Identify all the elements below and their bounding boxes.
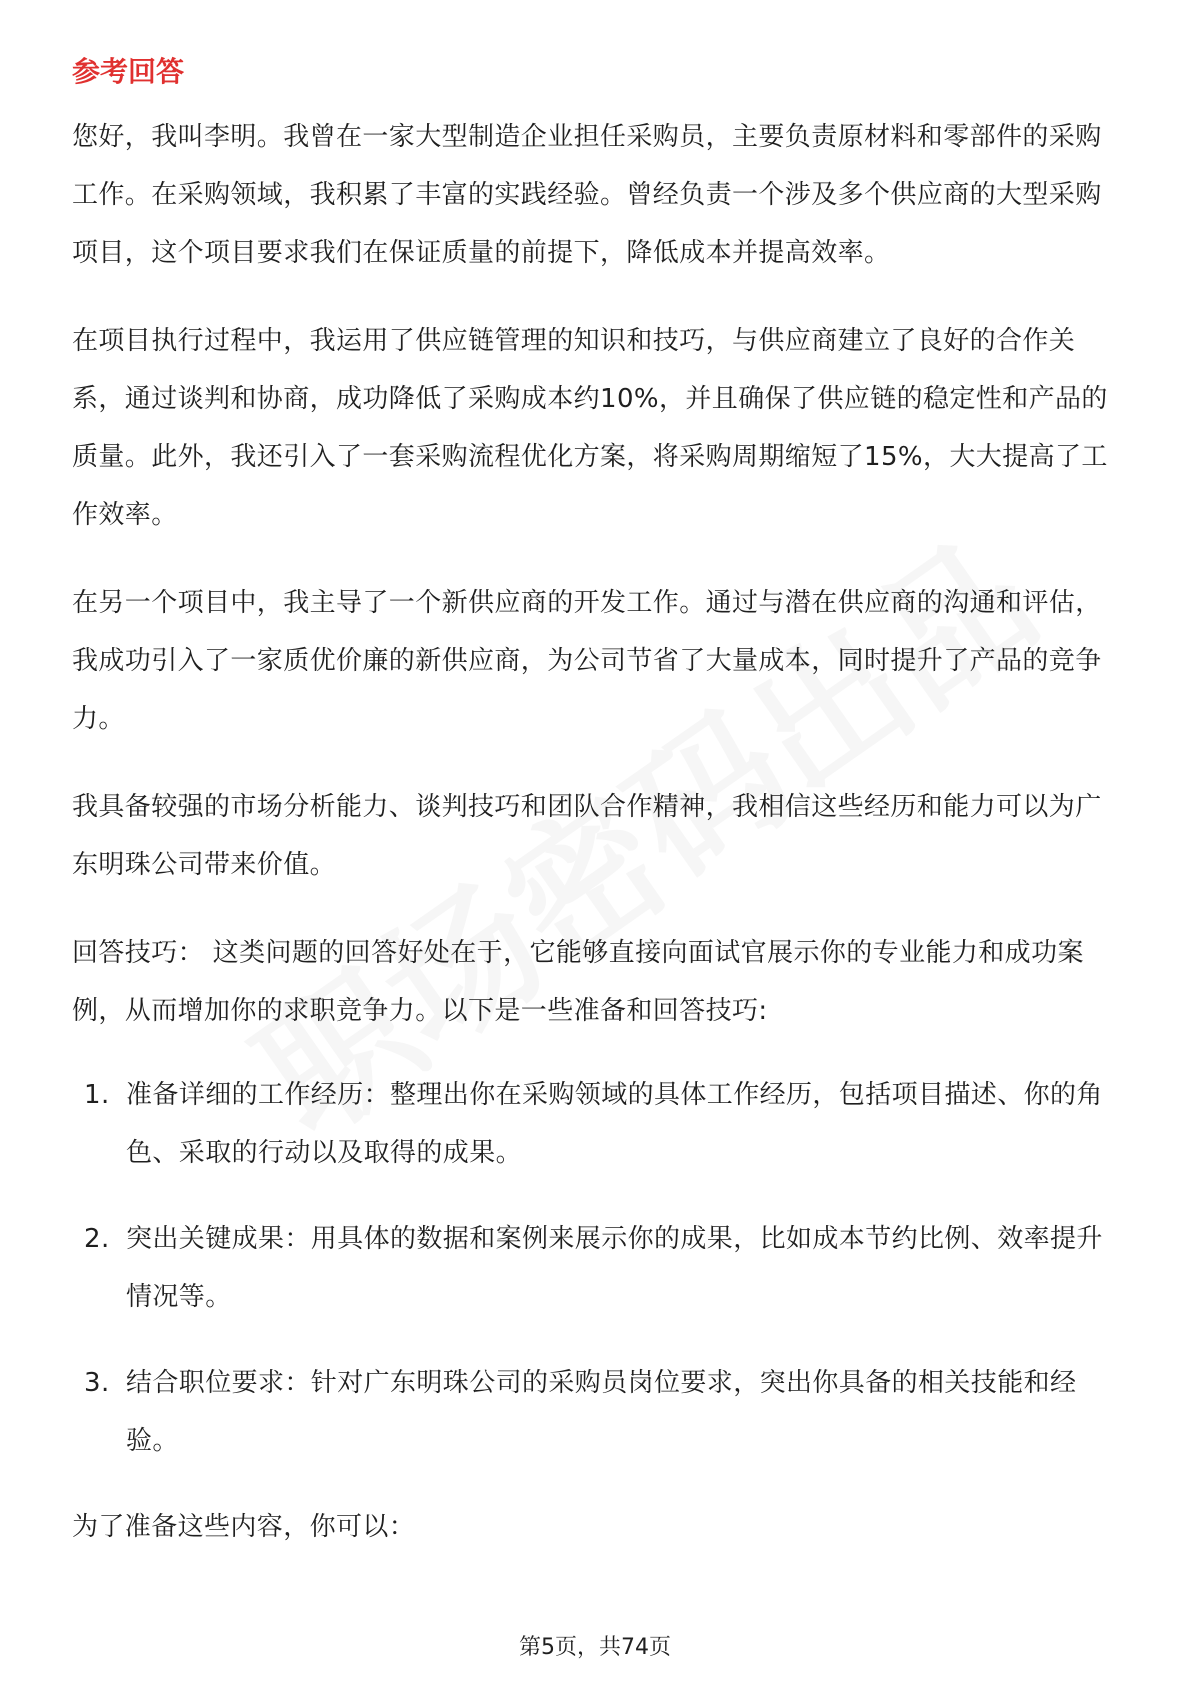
tips-intro: 回答技巧： 这类问题的回答好处在于，它能够直接向面试官展示你的专业能力和成功案例，从而增加你的求职竞争力。以下是一些准备和回答技巧: xyxy=(72,938,1084,1026)
list-number: 3. xyxy=(84,1368,110,1398)
answer-paragraph-4: 我具备较强的市场分析能力、谈判技巧和团队合作精神，我相信这些经历和能力可以为广东明珠公司带来价值。 xyxy=(72,792,1102,880)
list-text: 结合职位要求：针对广东明珠公司的采购员岗位要求，突出你具备的相关技能和经验。 xyxy=(126,1368,1077,1456)
list-number: 2. xyxy=(84,1224,110,1254)
list-item xyxy=(72,1354,1122,1470)
list-number: 1. xyxy=(84,1080,110,1110)
list-item xyxy=(72,1066,1122,1182)
list-item xyxy=(72,1210,1122,1326)
document-page xyxy=(72,46,1122,1556)
list-text: 突出关键成果：用具体的数据和案例来展示你的成果，比如成本节约比例、效率提升情况等。 xyxy=(126,1224,1103,1312)
page-number: 第5页，共74页 xyxy=(519,1635,671,1660)
answer-paragraph-1: 您好，我叫李明。我曾在一家大型制造企业担任采购员，主要负责原材料和零部件的采购工作。在采购领域，我积累了丰富的实践经验。曾经负责一个涉及多个供应商的大型采购项目，这个项目要求我们在保证质量的前提下，降低成本并提高效率。 xyxy=(72,122,1102,268)
answer-paragraph-2: 在项目执行过程中，我运用了供应链管理的知识和技巧，与供应商建立了良好的合作关系，通过谈判和协商，成功降低了采购成本约10%，并且确保了供应链的稳定性和产品的质量。此外，我还引入了一套采购流程优化方案，将采购周期缩短了15%，大大提高了工作效率。 xyxy=(72,326,1108,530)
section-heading: 参考回答 xyxy=(72,55,185,88)
tips-list xyxy=(72,1066,1122,1470)
list-text: 准备详细的工作经历：整理出你在采购领域的具体工作经历，包括项目描述、你的角色、采取的行动以及取得的成果。 xyxy=(126,1080,1103,1168)
answer-paragraph-3: 在另一个项目中，我主导了一个新供应商的开发工作。通过与潜在供应商的沟通和评估，我成功引入了一家质优价廉的新供应商，为公司节省了大量成本，同时提升了产品的竞争力。 xyxy=(72,588,1102,734)
closing-line: 为了准备这些内容，你可以： xyxy=(72,1512,416,1542)
